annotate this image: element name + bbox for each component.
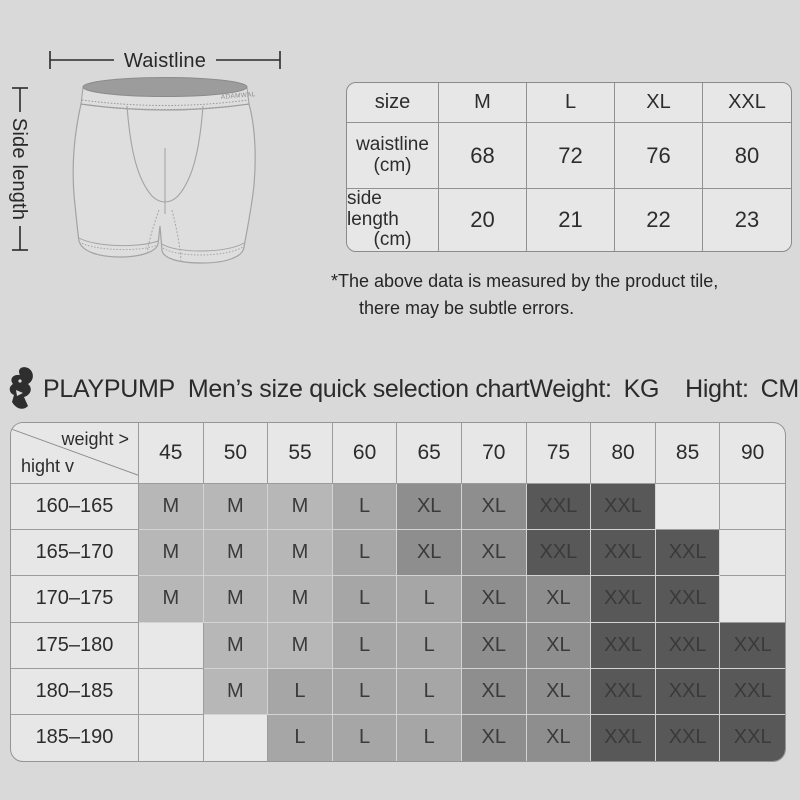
row-label-text: side length <box>347 188 399 230</box>
row-label-cell <box>347 123 439 189</box>
weight-unit-note <box>529 375 659 404</box>
size-cell: XL <box>527 576 592 622</box>
weight-header-cell: 65 <box>397 423 462 484</box>
size-column-header: M <box>439 83 527 123</box>
height-label-cell: 160–165 <box>11 484 139 530</box>
height-label-cell: 170–175 <box>11 576 139 622</box>
size-cell: L <box>333 484 398 530</box>
weight-axis-label: weight > <box>61 429 129 449</box>
size-cell: M <box>268 530 333 576</box>
weight-header-cell: 70 <box>462 423 527 484</box>
measurement-cell: 80 <box>703 123 791 189</box>
hight-axis-label: hight v <box>21 456 75 476</box>
size-cell: M <box>204 484 269 530</box>
side-length-label: Side length <box>8 117 30 221</box>
weight-header-cell: 45 <box>139 423 204 484</box>
empty-cell <box>656 484 721 530</box>
size-cell: XXL <box>591 623 656 669</box>
size-cell: XL <box>462 484 527 530</box>
size-cell: XXL <box>656 623 721 669</box>
measurement-cell: 20 <box>439 189 527 251</box>
size-cell: L <box>268 669 333 715</box>
weight-header-cell: 90 <box>720 423 785 484</box>
empty-cell <box>720 576 785 622</box>
weight-header-cell: 55 <box>268 423 333 484</box>
size-cell: XXL <box>656 715 721 761</box>
size-cell: XXL <box>656 576 721 622</box>
size-cell: L <box>397 576 462 622</box>
size-cell: L <box>397 715 462 761</box>
playpump-logo-icon <box>8 366 38 412</box>
size-cell: XXL <box>720 715 785 761</box>
size-cell: XXL <box>656 530 721 576</box>
size-cell: XXL <box>591 669 656 715</box>
empty-cell <box>139 623 204 669</box>
row-label-text: waistline <box>356 133 429 155</box>
weight-header-cell: 50 <box>204 423 269 484</box>
size-cell: XL <box>462 530 527 576</box>
size-cell: L <box>333 530 398 576</box>
measurement-cell: 72 <box>527 123 615 189</box>
size-cell: XL <box>462 669 527 715</box>
row-label-unit: (cm) <box>373 229 412 251</box>
size-cell: XXL <box>591 484 656 530</box>
size-cell: M <box>268 484 333 530</box>
size-cell: L <box>333 669 398 715</box>
row-label-cell <box>347 189 439 251</box>
size-cell: XL <box>397 484 462 530</box>
hight-label: Hight: <box>685 374 749 403</box>
size-cell: M <box>268 576 333 622</box>
size-cell: XL <box>527 623 592 669</box>
size-cell: L <box>333 715 398 761</box>
size-cell: XL <box>527 669 592 715</box>
waistband-brand-text: ADAMWAL <box>220 90 256 101</box>
size-column-header: XL <box>615 83 703 123</box>
size-cell: L <box>333 623 398 669</box>
empty-cell <box>720 530 785 576</box>
size-cell: XXL <box>527 530 592 576</box>
measurement-cell: 76 <box>615 123 703 189</box>
size-cell: L <box>397 669 462 715</box>
weight-unit: KG <box>623 374 660 403</box>
size-column-header: L <box>527 83 615 123</box>
note-line2: there may be subtle errors. <box>359 298 575 318</box>
size-cell: L <box>397 623 462 669</box>
measurement-note <box>331 268 718 322</box>
measurement-cell: 23 <box>734 207 760 233</box>
size-header-cell: size <box>347 83 439 123</box>
size-cell: XXL <box>591 576 656 622</box>
size-cell: L <box>268 715 333 761</box>
size-cell: XXL <box>720 669 785 715</box>
brand-name: PLAYPUMP <box>43 374 175 403</box>
size-cell: XL <box>462 623 527 669</box>
size-table <box>346 82 792 252</box>
height-label-cell: 180–185 <box>11 669 139 715</box>
size-cell: XL <box>462 576 527 622</box>
size-cell: M <box>139 530 204 576</box>
weight-header-cell: 75 <box>527 423 592 484</box>
size-cell: XXL <box>591 530 656 576</box>
row-label-unit: (cm) <box>373 154 412 176</box>
empty-cell <box>720 484 785 530</box>
weight-header-cell: 80 <box>591 423 656 484</box>
hight-unit-note <box>685 375 799 404</box>
height-label-cell: 165–170 <box>11 530 139 576</box>
boxer-briefs-diagram <box>0 0 330 300</box>
size-cell: XXL <box>591 715 656 761</box>
weight-header-cell: 60 <box>333 423 398 484</box>
waistline-label: Waistline <box>123 50 207 72</box>
height-label-cell: 185–190 <box>11 715 139 761</box>
size-cell: XXL <box>656 669 721 715</box>
empty-cell <box>204 715 269 761</box>
size-cell: XXL <box>720 623 785 669</box>
corner-cell <box>11 423 139 484</box>
heading-title: Men’s size quick selection chart <box>187 374 530 403</box>
measurement-cell: 68 <box>439 123 527 189</box>
size-column-header: XXL <box>703 83 791 123</box>
size-cell: M <box>139 576 204 622</box>
height-label-cell: 175–180 <box>11 623 139 669</box>
size-cell: M <box>139 484 204 530</box>
size-selection-table <box>10 422 786 762</box>
empty-cell <box>139 669 204 715</box>
weight-header-cell: 85 <box>656 423 721 484</box>
empty-cell <box>139 715 204 761</box>
size-cell: XL <box>527 715 592 761</box>
hight-unit: CM <box>760 374 799 403</box>
size-cell: M <box>204 576 269 622</box>
size-cell: XL <box>462 715 527 761</box>
size-cell: M <box>268 623 333 669</box>
weight-label: Weight: <box>529 374 612 403</box>
size-cell: L <box>333 576 398 622</box>
measurement-cell: 21 <box>527 189 615 251</box>
size-cell: XL <box>397 530 462 576</box>
size-cell: M <box>204 623 269 669</box>
size-cell: M <box>204 669 269 715</box>
selection-chart-heading <box>8 364 799 414</box>
measurement-cell: 22 <box>615 189 703 251</box>
size-cell: M <box>204 530 269 576</box>
boxer-briefs-outline <box>73 78 256 264</box>
size-cell: XXL <box>527 484 592 530</box>
note-line1: *The above data is measured by the product tile, <box>331 271 719 291</box>
